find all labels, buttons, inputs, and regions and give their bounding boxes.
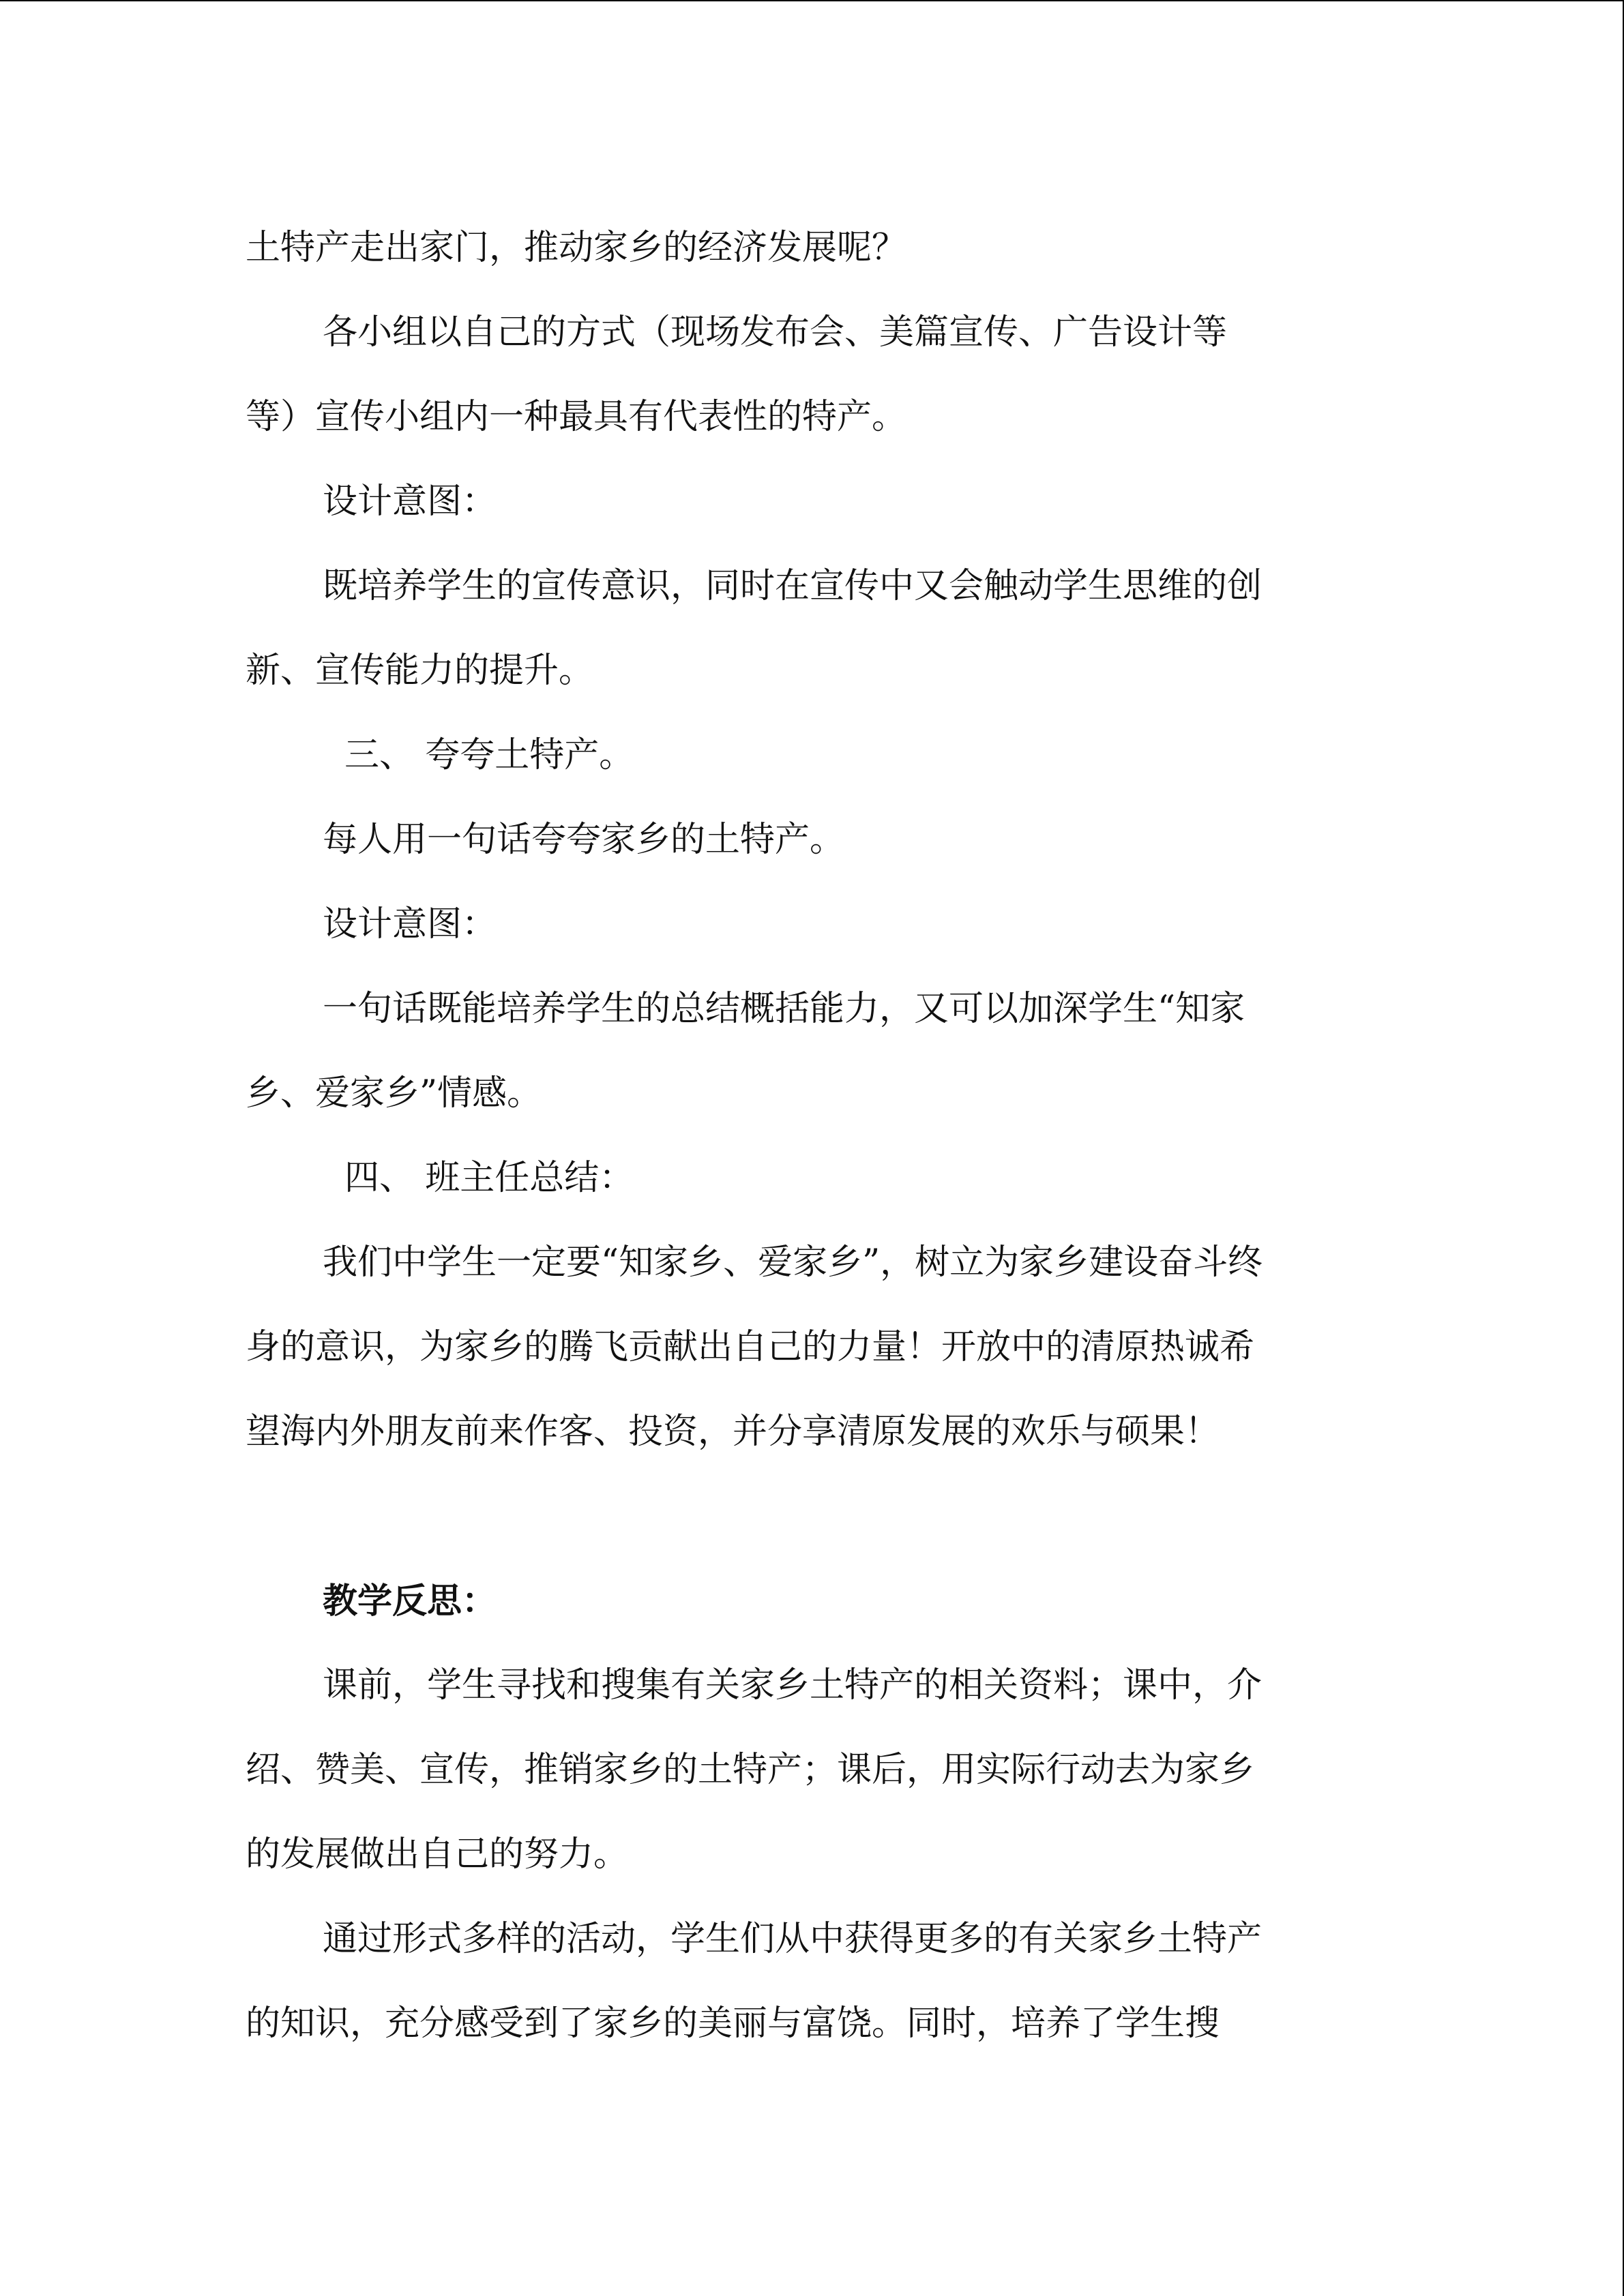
text-line: 一句话既能培养学生的总结概括能力，又可以加深学生“知家 xyxy=(323,989,1245,1029)
text-line: 各小组以自己的方式（现场发布会、美篇宣传、广告设计等 xyxy=(323,312,1228,353)
text-line: 我们中学生一定要“知家乡、爱家乡”，树立为家乡建设奋斗终 xyxy=(323,1242,1263,1283)
design-intent-label: 设计意图： xyxy=(323,904,497,944)
section-heading-three: 三、 夸夸土特产。 xyxy=(344,735,634,775)
text-line: 身的意识，为家乡的腾飞贡献出自己的力量！开放中的清原热诚希 xyxy=(246,1327,1255,1367)
text-line: 新、宣传能力的提升。 xyxy=(246,651,594,691)
text-line: 绍、赞美、宣传，推销家乡的土特产；课后，用实际行动去为家乡 xyxy=(246,1750,1255,1790)
text-line: 每人用一句话夸夸家乡的土特产。 xyxy=(323,820,845,860)
text-line: 土特产走出家门，推动家乡的经济发展呢？ xyxy=(246,228,907,268)
text-line: 既培养学生的宣传意识，同时在宣传中又会触动学生思维的创 xyxy=(323,566,1263,606)
document-page xyxy=(246,206,1378,2066)
section-heading-four: 四、 班主任总结： xyxy=(344,1158,634,1198)
text-line: 的知识，充分感受到了家乡的美丽与富饶。同时，培养了学生搜 xyxy=(246,2003,1220,2044)
top-border-line xyxy=(0,0,1624,1)
reflection-heading: 教学反思： xyxy=(323,1581,497,1622)
design-intent-label: 设计意图： xyxy=(323,481,497,522)
paragraph-spacer xyxy=(246,1474,1378,1559)
text-line: 等）宣传小组内一种最具有代表性的特产。 xyxy=(246,397,907,437)
text-line: 课前，学生寻找和搜集有关家乡土特产的相关资料；课中，介 xyxy=(323,1665,1263,1705)
text-line: 望海内外朋友前来作客、投资，并分享清原发展的欢乐与硕果！ xyxy=(246,1412,1220,1452)
text-line: 乡、爱家乡”情感。 xyxy=(246,1073,542,1114)
text-line: 的发展做出自己的努力。 xyxy=(246,1834,629,1875)
text-line: 通过形式多样的活动，学生们从中获得更多的有关家乡土特产 xyxy=(323,1919,1263,1959)
